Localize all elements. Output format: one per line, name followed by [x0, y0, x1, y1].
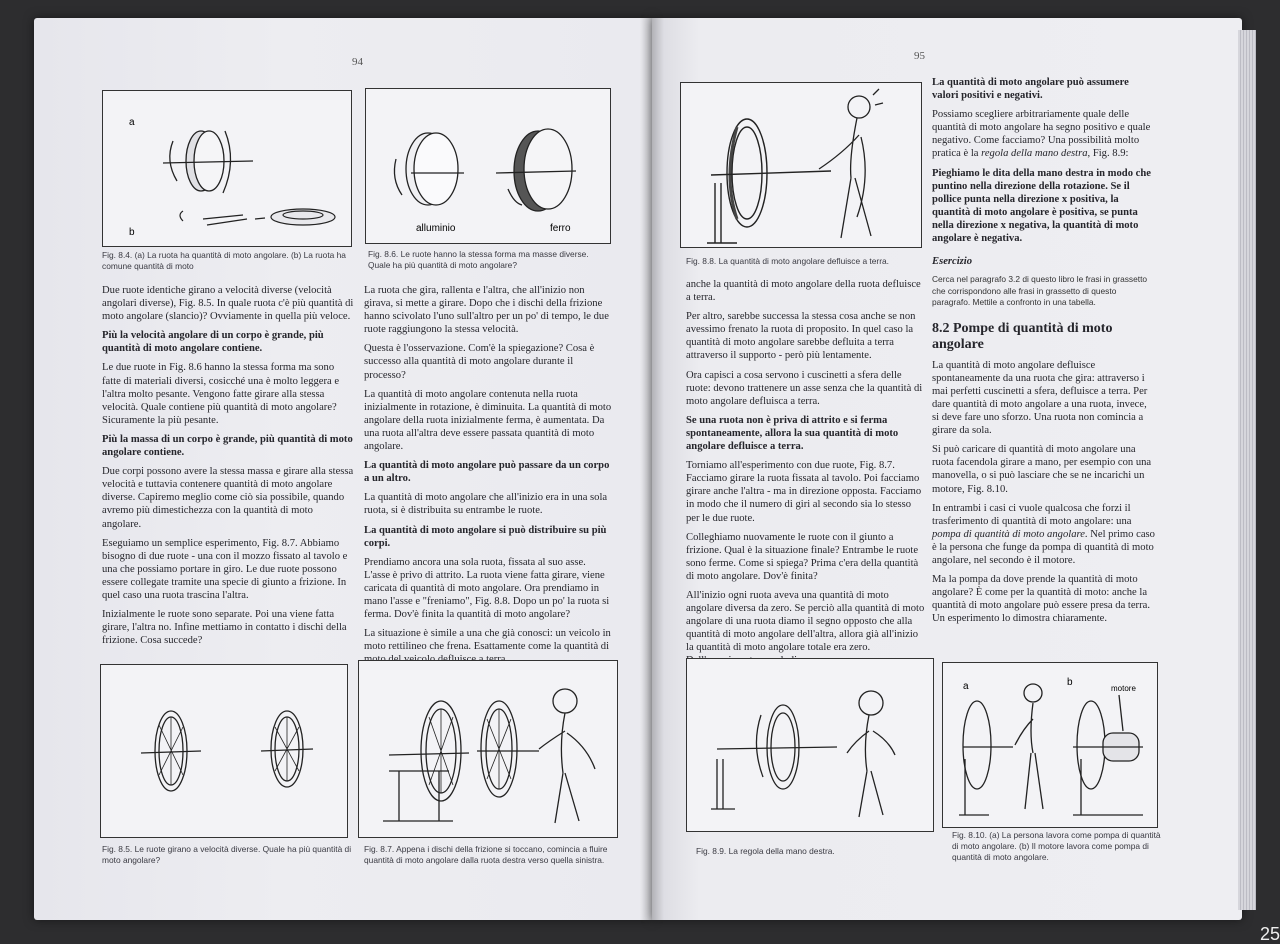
- hand-held-wheel-drawing: [477, 701, 539, 797]
- paragraph: Prendiamo ancora una sola ruota, fissata al suo asse. L'asse è privo di attrito. La ruota viene fatta girare, viene caricata di quantità di moto angolare. Ora prendiamo in mano l'asse e "freniamo", Fig. 8.8. Dopo un po' la ruota si ferma. Dov'è finita la quantità di moto angolare?: [364, 556, 610, 621]
- paragraph: Inizialmente le ruote sono separate. Poi una viene fatta girare, l'altra no. Infine mettiamo in contatto i dischi della frizione. Cosa succede?: [102, 609, 347, 647]
- figure-8-10: [942, 662, 1158, 828]
- bold-statement: Se una ruota non è priva di attrito e si ferma spontaneamente, allora la sua quantità di moto angolare defluisce a terra.: [686, 414, 899, 453]
- paragraph: Torniamo all'esperimento con due ruote, Fig. 8.7. Facciamo girare la ruota fissata al tavolo. Poi facciamo girare anche l'altra - ma in direzione opposta. Facciamo in modo che il numero di giri al secondo sia lo stesso per le due ruote.: [686, 460, 922, 524]
- figure-8-5: [100, 664, 348, 838]
- paragraph: In entrambi i casi ci vuole qualcosa che forzi il trasferimento di quantità di moto angolare: una pompa di quantità di moto angolare. Nel primo caso è la persona che funge da pompa di quantità di moto angolare, nel secondo è il motore.: [932, 502, 1155, 567]
- figure-8-9: [686, 658, 934, 832]
- paragraph: All'inizio ogni ruota aveva una quantità di moto angolare diversa da zero. Se perciò alla quantità di moto angolare di una ruota diamo il segno opposto che alla quantità di moto angolare dell'altra, allora già all'inizio la quantità di moto angolare totale era zero.: [686, 589, 925, 654]
- fig84-label-b: b: [129, 227, 135, 238]
- paragraph: Si può caricare di quantità di moto angolare una ruota facendola girare a mano, per esempio con una manovella, o si può lasciare che se ne incarichi un motore, Fig. 8.10.: [932, 444, 1152, 495]
- bold-statement: La quantità di moto angolare si può distribuire su più corpi.: [364, 524, 607, 549]
- left-column-2: [364, 284, 614, 672]
- page-number-left: 94: [352, 56, 363, 68]
- section-title: 8.2 Pompe di quantità di moto angolare: [932, 320, 1113, 352]
- paragraph: Due corpi possono avere la stessa massa e girare alla stessa velocità e tuttavia contenere quantità di moto angolare diverse. Capiremo meglio come ciò sia possibile, quando avremo più dimestichezza con la quantità di moto angolare.: [102, 466, 354, 530]
- paragraph: Le due ruote in Fig. 8.6 hanno la stessa forma ma sono fatte di materiali diversi, cosicché una è molto leggera e l'altra molto pesante. Vengono fatte girare alla stessa velocità. Quale contiene più quantità di moto angolare? Sicuramente la più pesante.: [102, 362, 340, 426]
- paragraph: La quantità di moto angolare contenuta nella ruota inizialmente in rotazione, è diminuita. La quantità di moto angolare della ruota inizialmente ferma, è aumentata. Da una ruota all'altra deve essere passata quantità di moto angolare.: [364, 388, 612, 453]
- fig86-label-iron: ferro: [550, 223, 571, 234]
- slow-wheel-drawing: [261, 711, 313, 787]
- exercise-text: Cerca nel paragrafo 3.2 di questo libro le frasi in grassetto che corrispondono alle frasi in grassetto di questo paragrafo. Mettile a confronto in una tabella.: [932, 274, 1148, 308]
- paragraph: Due ruote identiche girano a velocità diverse (velocità angolari diverse), Fig. 8.5. In quale ruota c'è più quantità di moto angolare (slancio)? Ovviamente in quella più veloce.: [102, 285, 354, 323]
- person-braking-drawing: [819, 89, 883, 238]
- paragraph: Per altro, sarebbe successa la stessa cosa anche se non avessimo frenato la ruota di proposito. In quel caso la quantità di moto angolare sarebbe defluita a terra attraverso il supporto - però più lentamente.: [686, 311, 916, 362]
- iron-wheel-drawing: [496, 129, 576, 211]
- paragraph: Questa è l'osservazione. Com'è la spiegazione? Cosa è successo alla quantità di moto angolare durante il processo?: [364, 343, 595, 381]
- person-drawing: [539, 689, 595, 823]
- fig85-caption: Fig. 8.5. Le ruote girano a velocità diverse. Quale ha più quantità di moto angolare?: [102, 844, 352, 865]
- page-number-right: 95: [914, 50, 925, 62]
- corner-number: 25: [1259, 924, 1280, 944]
- figure-8-7: [358, 660, 618, 838]
- fig810-label-motor: motore: [1111, 684, 1136, 693]
- figure-8-8: [680, 82, 922, 248]
- paragraph: La quantità di moto angolare defluisce spontaneamente da una ruota che gira: attraverso i mai perfetti cuscinetti a sfera, defluisce a terra. Per dare quantità di moto angolare a una ruota, invece, si deve fare uno sforzo. Una ruota non comincia a girare da sola.: [932, 359, 1148, 437]
- bold-statement: Più la velocità angolare di un corpo è grande, più quantità di moto angolare contiene.: [102, 330, 324, 355]
- bold-statement: La quantità di moto angolare può assumere valori positivi e negativi.: [932, 77, 1129, 102]
- braked-wheel-drawing: [707, 119, 831, 243]
- fig84-label-a: a: [129, 117, 135, 128]
- right-column-2: [932, 76, 1156, 632]
- fig86-label-aluminium: alluminio: [416, 223, 456, 234]
- page-edges: [1238, 30, 1256, 910]
- fig89-caption: Fig. 8.9. La regola della mano destra.: [696, 846, 835, 856]
- figure-8-4: [102, 90, 352, 247]
- right-hand-rule-wheel-drawing: [711, 705, 837, 809]
- aluminium-wheel-drawing: [394, 133, 464, 205]
- person-hand-rule-drawing: [847, 691, 895, 817]
- bold-statement: Pieghiamo le dita della mano destra in modo che puntino nella direzione della rotazione. Se il pollice punta nella direzione x positiva, la quantità di moto angolare è positiva, se punta nella direzione x negativa, la quantità di moto angolare è negativa.: [932, 167, 1151, 245]
- fixed-wheel-drawing: [383, 701, 469, 821]
- fig810-caption: Fig. 8.10. (a) La persona lavora come pompa di quantità di moto angolare. (b) Il motore lavora come pompa di quantità di moto angolare.: [952, 830, 1161, 862]
- left-column-1: [102, 284, 354, 653]
- paragraph: anche la quantità di moto angolare della ruota defluisce a terra.: [686, 279, 921, 304]
- right-page: [652, 18, 1242, 920]
- paragraph: Eseguiamo un semplice esperimento, Fig. 8.7. Abbiamo bisogno di due ruote - una con il mozzo fissato al tavolo e una che possiamo portare in giro. Le due ruote possono essere collegate tramite una specie di giunto a frizione. In quel caso una ruota trascina l'altra.: [102, 537, 348, 601]
- fig810-label-a: a: [963, 681, 969, 692]
- left-page: [34, 18, 652, 920]
- motor-wheel-drawing: [1073, 695, 1143, 815]
- figure-8-6: [365, 88, 611, 244]
- paragraph: Colleghiamo nuovamente le ruote con il giunto a frizione. Qual è la situazione finale? Entrambe le ruote sono ferme. Come si spiega? Prima c'era della quantità di moto angolare. Dov'è finita?: [686, 531, 919, 582]
- paragraph: Ora capisci a cosa servono i cuscinetti a sfera delle ruote: devono trattenere un asse senza che la quantità di moto angolare defluisca a terra.: [686, 369, 923, 407]
- fig810-label-b: b: [1067, 677, 1073, 688]
- spinning-wheel-drawing: [163, 131, 253, 193]
- paragraph: La quantità di moto angolare che all'inizio era in una sola ruota, si è distribuita su entrambe le ruote.: [364, 492, 608, 517]
- bold-statement: Più la massa di un corpo è grande, più quantità di moto angolare contiene.: [102, 433, 353, 459]
- fig88-caption: Fig. 8.8. La quantità di moto angolare defluisce a terra.: [686, 256, 889, 266]
- paragraph: Ma la pompa da dove prende la quantità di moto angolare? È come per la quantità di moto: anche la quantità di moto angolare può essere presa da terra. Un esperimento lo dimostra chiaramente.: [932, 574, 1150, 625]
- paragraph: La situazione è simile a una che già conosci: un veicolo in moto rettilineo che frena. Esattamente come la quantità di: [364, 628, 611, 653]
- bold-statement: La quantità di moto angolare può passare da un corpo a un altro.: [364, 460, 610, 485]
- fig86-caption: Fig. 8.6. Le ruote hanno la stessa forma ma masse diverse. Quale ha più quantità di moto angolare?: [368, 249, 589, 270]
- fast-wheel-drawing: [141, 711, 201, 791]
- fig84-caption: Fig. 8.4. (a) La ruota ha quantità di moto angolare. (b) La ruota ha comune quantità di moto: [102, 250, 346, 271]
- rolling-coin-drawing: [180, 209, 335, 225]
- paragraph: Possiamo scegliere arbitrariamente quale delle quantità di moto angolare ha segno positivo e quale negativo. Come facciamo? Una possibilità molto pratica è la regola della mano destra, Fig. 8.9:: [932, 109, 1151, 160]
- hand-crank-wheel-drawing: [959, 684, 1043, 815]
- exercise-title: Esercizio: [932, 256, 973, 268]
- fig87-caption: Fig. 8.7. Appena i dischi della frizione si toccano, comincia a fluire quantità di moto angolare dalla ruota destra verso quella sinistra.: [364, 844, 608, 865]
- right-column-1: [686, 278, 926, 674]
- paragraph: La ruota che gira, rallenta e l'altra, che all'inizio non girava, si mette a girare. Dopo che i dischi della frizione hanno scivolato l'uno sull'altro per un po' di tempo, le due ruote raggiungono la stessa velocità.: [364, 285, 609, 336]
